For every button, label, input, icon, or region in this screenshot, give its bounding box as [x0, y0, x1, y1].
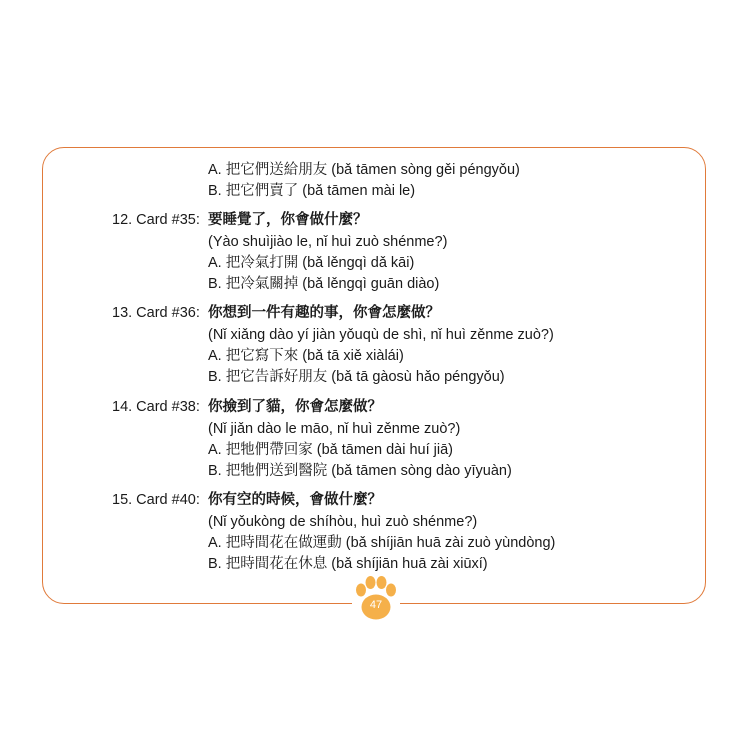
option-b: B. 把它告訴好朋友 (bǎ tā gàosù hǎo péngyǒu): [208, 369, 505, 385]
question-pinyin: (Nǐ jiǎn dào le māo, nǐ huì zěnme zuò?): [208, 421, 461, 437]
card-number: 14. Card #38:: [112, 399, 200, 415]
question-pinyin: (Yào shuìjiào le, nǐ huì zuò shénme?): [208, 234, 448, 250]
page-number: 47: [369, 599, 383, 611]
question-pinyin: (Nǐ xiǎng dào yí jiàn yǒuqù de shì, nǐ huì zěnme zuò?): [208, 327, 554, 343]
question-text: 你有空的時候，會做什麼？: [208, 491, 382, 508]
card-number: 15. Card #40:: [112, 492, 200, 508]
question-text: 你想到一件有趣的事，你會怎麼做？: [208, 304, 440, 321]
option-a: A. 把時間花在做運動 (bǎ shíjiān huā zài zuò yùndòng): [208, 535, 556, 551]
option-a: A. 把冷氣打開 (bǎ lěngqì dǎ kāi): [208, 255, 415, 271]
option-b: B. 把時間花在休息 (bǎ shíjiān huā zài xiūxí): [208, 556, 488, 572]
option-a: A. 把它寫下來 (bǎ tā xiě xiàlái): [208, 348, 404, 364]
question-text: 你撿到了貓，你會怎麼做？: [208, 398, 382, 415]
card-number: 13. Card #36:: [112, 305, 200, 321]
option-b: B. 把牠們送到醫院 (bǎ tāmen sòng dào yīyuàn): [208, 463, 512, 479]
option-a: A. 把牠們帶回家 (bǎ tāmen dài huí jiā): [208, 442, 453, 458]
question-text: 要睡覺了，你會做什麼？: [208, 211, 368, 228]
option-b: B. 把它們賣了 (bǎ tāmen mài le): [208, 183, 416, 199]
option-a: A. 把它們送給朋友 (bǎ tāmen sòng gěi péngyǒu): [208, 162, 520, 178]
option-b: B. 把冷氣關掉 (bǎ lěngqì guān diào): [208, 276, 440, 292]
question-pinyin: (Nǐ yǒukòng de shíhòu, huì zuò shénme?): [208, 514, 478, 530]
card-number: 12. Card #35:: [112, 212, 200, 228]
